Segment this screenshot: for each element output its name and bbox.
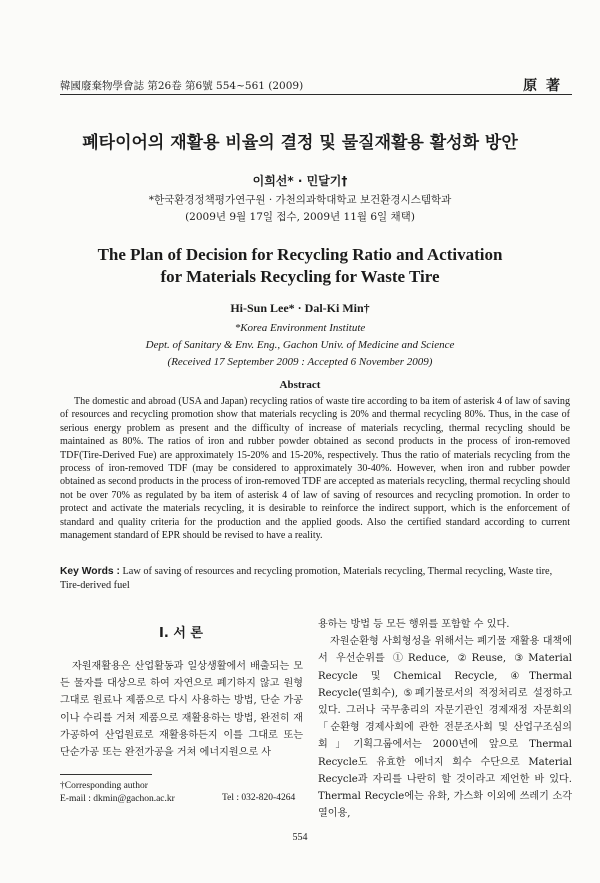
english-title	[0, 244, 600, 288]
keywords-label: Key Words :	[60, 566, 120, 577]
english-authors: Hi-Sun Lee* · Dal-Ki Min†	[230, 301, 370, 315]
english-affiliations	[0, 320, 600, 371]
abstract-heading: Abstract	[279, 379, 321, 391]
header-rule	[60, 94, 572, 95]
footnote-email: E-mail : dkmin@gachon.ac.kr	[60, 794, 175, 804]
english-title-line1: The Plan of Decision for Recycling Ratio and Activation	[97, 245, 503, 264]
abstract-text: The domestic and abroad (USA and Japan) recycling ratios of waste tire according to ba item of asterisk 4 of law of saving of resources and recycling promotion show that materials recycling is 20% and thermal recycling 80%. Thus, in the case of serious energy problem as present and the difficulty of increase of materials recycling, thermal recycling should be maintained as 80%. The ratios of iron and rubber powder obtained as second products in the process of iron-removed TDF(Tire-Derived Fue) are approximately 15-20% and 15-20%, respectively. Thus the ratio of materials recycling from the process of iron-removed TDF (may be considered to approximately 30-40%. However, when iron and rubber powder obtained as second products in the process of iron-removed TDF are accepted as materials recycling, thermal recycling should not be over 70% as regulated by ba item of asterisk 4 of law of saving of resources and recycling promotion. In order to protect and activate the materials recycling, it is desirable to reinforce the indirect support, which is the enforcement of standard and quality criteria for the production and the applied goods. Also the certified standard according to current management standard of EPR should be revised to have a reality.	[60, 396, 570, 542]
body-left-paragraph: 자원재활용은 산업활동과 일상생활에서 배출되는 모든 물자를 대상으로 하여 자연으로 폐기하지 않고 원형 그대로 원료나 제품으로 다시 사용하는 방법, 단순 가공이나 수리를 거쳐 제품으로 재활용하는 방법, 완전히 재가공하여 산업원료로 재활용하든지 이를 그대로 또는 단순가공 또는 완전가공을 거쳐 에너지원으로 사	[60, 661, 303, 759]
korean-authors: 이희선* · 민달기†	[252, 174, 348, 188]
english-title-line2: for Materials Recycling for Waste Tire	[160, 267, 440, 286]
korean-title: 폐타이어의 재활용 비율의 결정 및 물질재활용 활성화 방안	[82, 133, 518, 153]
footnote-tel: Tel : 032-820-4264	[222, 793, 296, 803]
keywords-text: Law of saving of resources and recycling promotion, Materials recycling, Thermal recycling, Waste tire, Tire-derived fuel	[60, 566, 553, 591]
body-right-paragraph-2: 자원순환형 사회형성을 위해서는 폐기물 재활용 대책에서 우선순위를 ①Reduce, ②Reuse, ③Material Recycle 및 Chemical Recycle, ④Thermal Recycle(열회수), ⑤폐기물로서의 적정처리로 설정하고 있다. 그러나 국무총리의 자문기관인 경제재정 자문회의「순환형 경제사회에 관한 전문조사회 및 산업구조심의회」기획그룹에서는 2000년에 앞으로 Thermal Recycle도 유효한 에너지 회수 수단으로 Material Recycle과 자리를 나란히 할 것이라고 제언한 바 있다. Thermal Recycle에는 유화, 가스화 이외에 쓰레기 소각열이용,	[318, 636, 572, 820]
keywords	[60, 565, 570, 593]
body-right-column	[318, 616, 572, 822]
journal-citation: 韓國廢棄物學會誌 第26卷 第6號 554~561 (2009)	[60, 80, 304, 92]
english-affiliation-2: Dept. of Sanitary & Env. Eng., Gachon Univ. of Medicine and Science	[145, 339, 455, 351]
corresponding-author: †Corresponding author	[60, 781, 148, 791]
korean-dates: (2009년 9월 17일 접수, 2009년 11월 6일 채택)	[185, 211, 415, 223]
footnote-rule	[60, 774, 152, 775]
body-right-paragraph-1: 용하는 방법 등 모든 행위를 포함할 수 있다.	[318, 619, 510, 630]
page-number: 554	[292, 832, 308, 843]
english-dates: (Received 17 September 2009 : Accepted 6 November 2009)	[167, 356, 433, 368]
section-title-introduction: I. 서 론	[159, 626, 203, 641]
article-type-badge: 原 著	[523, 78, 562, 94]
english-affiliation-1: *Korea Environment Institute	[234, 322, 366, 334]
footnote	[60, 780, 175, 806]
korean-affiliation: *한국환경정책평가연구원 · 가천의과학대학교 보건환경시스템학과	[148, 194, 452, 206]
